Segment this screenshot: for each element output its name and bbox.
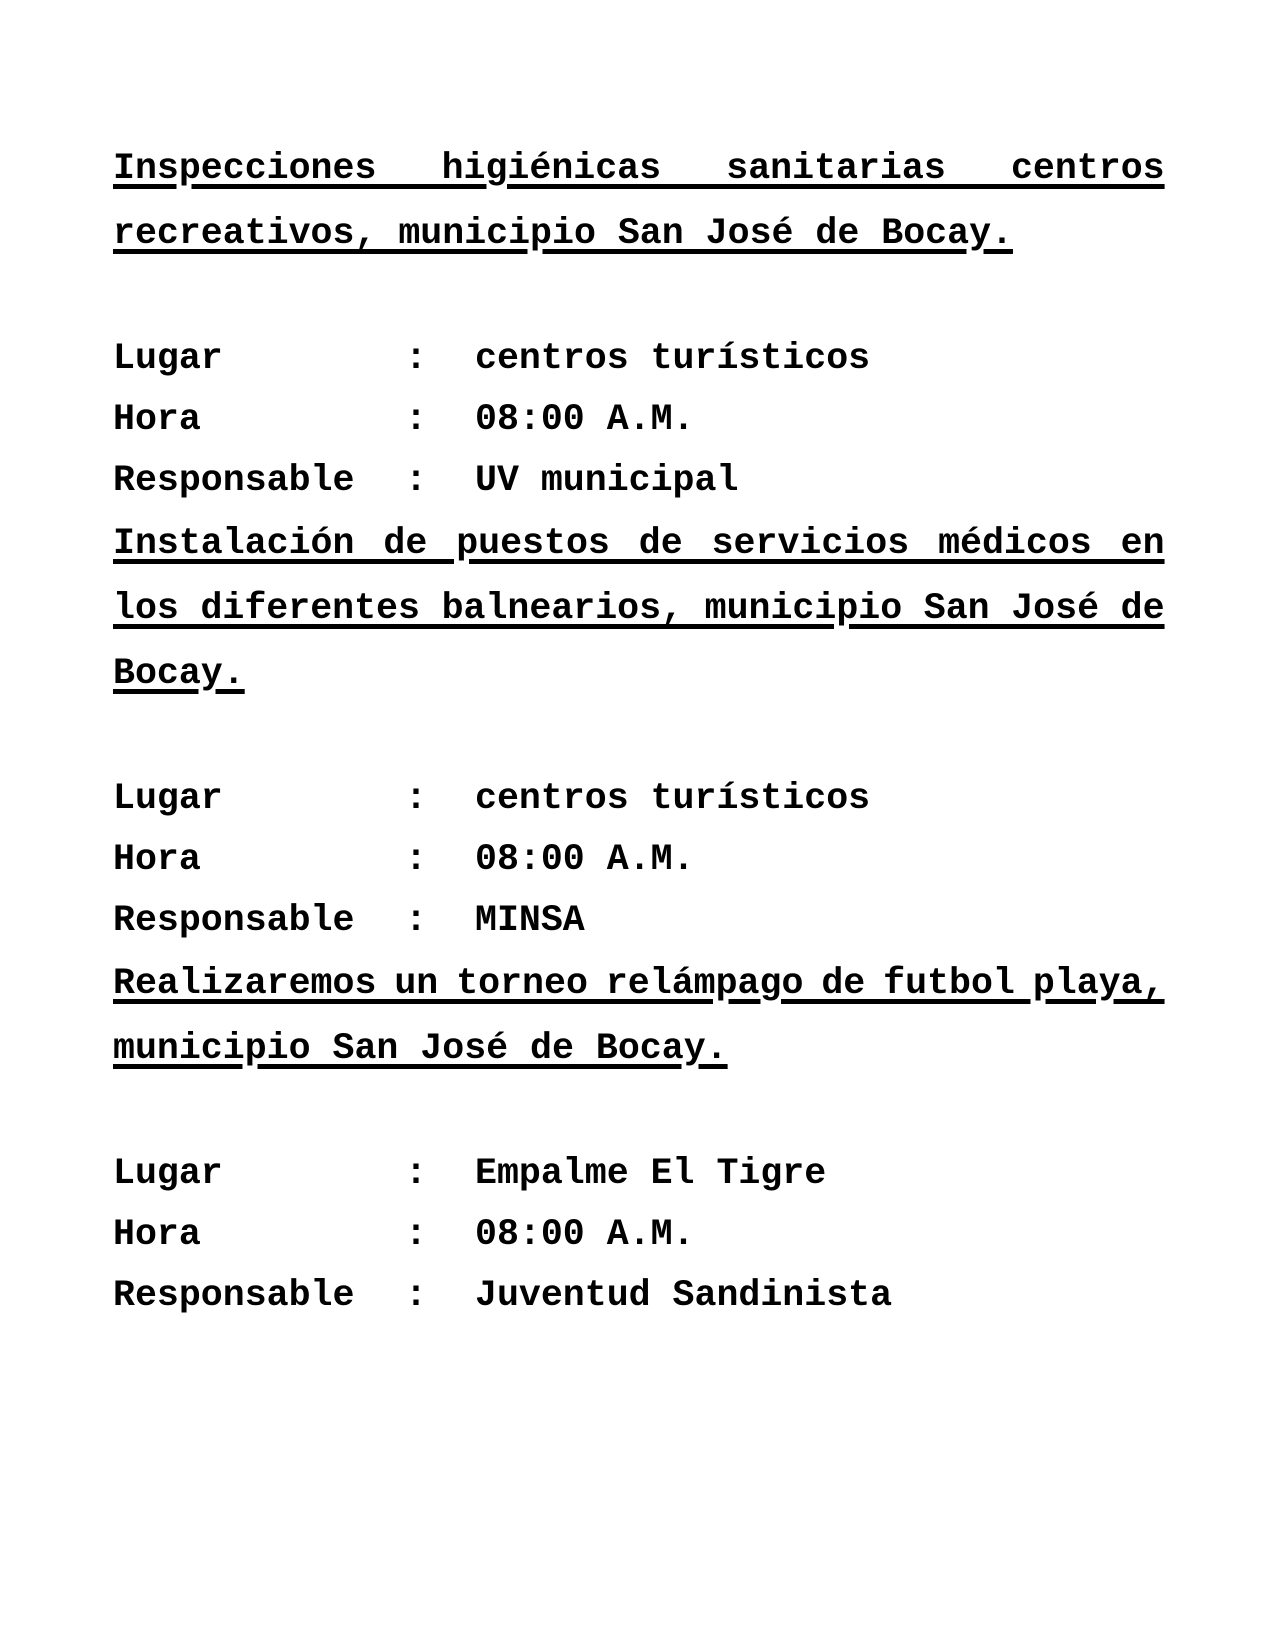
detail-value: UV municipal [475, 460, 739, 501]
detail-row-hora [113, 829, 1165, 890]
event-section-2 [113, 511, 1165, 951]
detail-separator: : [405, 900, 427, 941]
detail-label: Responsable [113, 900, 355, 941]
detail-separator: : [405, 1214, 427, 1255]
section-title-line: municipio San José de Bocay. [113, 1028, 728, 1069]
detail-list [113, 328, 1165, 511]
detail-row-responsable [113, 890, 1165, 951]
detail-separator: : [405, 778, 427, 819]
detail-row-lugar [113, 1143, 1165, 1204]
detail-value: Juventud Sandinista [475, 1275, 893, 1316]
detail-value: 08:00 A.M. [475, 1214, 695, 1255]
detail-label: Hora [113, 839, 201, 880]
detail-label: Hora [113, 1214, 201, 1255]
detail-value: centros turísticos [475, 778, 871, 819]
detail-row-responsable [113, 450, 1165, 511]
section-title-line: Inspecciones higiénicas sanitarias centros [113, 148, 1165, 189]
detail-list [113, 768, 1165, 951]
detail-row-lugar [113, 768, 1165, 829]
detail-row-hora [113, 389, 1165, 450]
section-title-line: Realizaremos un torneo relámpago de futbol playa, [113, 963, 1165, 1004]
section-title-line: recreativos, municipio San José de Bocay. [113, 213, 1013, 254]
section-title-line: los diferentes balnearios, municipio San José de [113, 588, 1165, 629]
detail-value: 08:00 A.M. [475, 839, 695, 880]
detail-label: Responsable [113, 460, 355, 501]
detail-value: centros turísticos [475, 338, 871, 379]
detail-separator: : [405, 338, 427, 379]
section-title-line: Instalación de puestos de servicios médicos en [113, 523, 1165, 564]
document-content [113, 136, 1165, 1326]
section-title [113, 511, 1165, 706]
section-title-line: Bocay. [113, 653, 245, 694]
detail-label: Lugar [113, 778, 223, 819]
detail-label: Lugar [113, 338, 223, 379]
event-section-1 [113, 136, 1165, 511]
detail-row-responsable [113, 1265, 1165, 1326]
detail-separator: : [405, 839, 427, 880]
detail-separator: : [405, 460, 427, 501]
detail-value: 08:00 A.M. [475, 399, 695, 440]
detail-row-lugar [113, 328, 1165, 389]
detail-label: Responsable [113, 1275, 355, 1316]
detail-label: Lugar [113, 1153, 223, 1194]
detail-value: MINSA [475, 900, 585, 941]
detail-list [113, 1143, 1165, 1326]
detail-separator: : [405, 1275, 427, 1316]
detail-separator: : [405, 1153, 427, 1194]
section-title [113, 951, 1165, 1081]
detail-value: Empalme El Tigre [475, 1153, 827, 1194]
event-section-3 [113, 951, 1165, 1326]
detail-label: Hora [113, 399, 201, 440]
section-title [113, 136, 1165, 266]
detail-row-hora [113, 1204, 1165, 1265]
detail-separator: : [405, 399, 427, 440]
